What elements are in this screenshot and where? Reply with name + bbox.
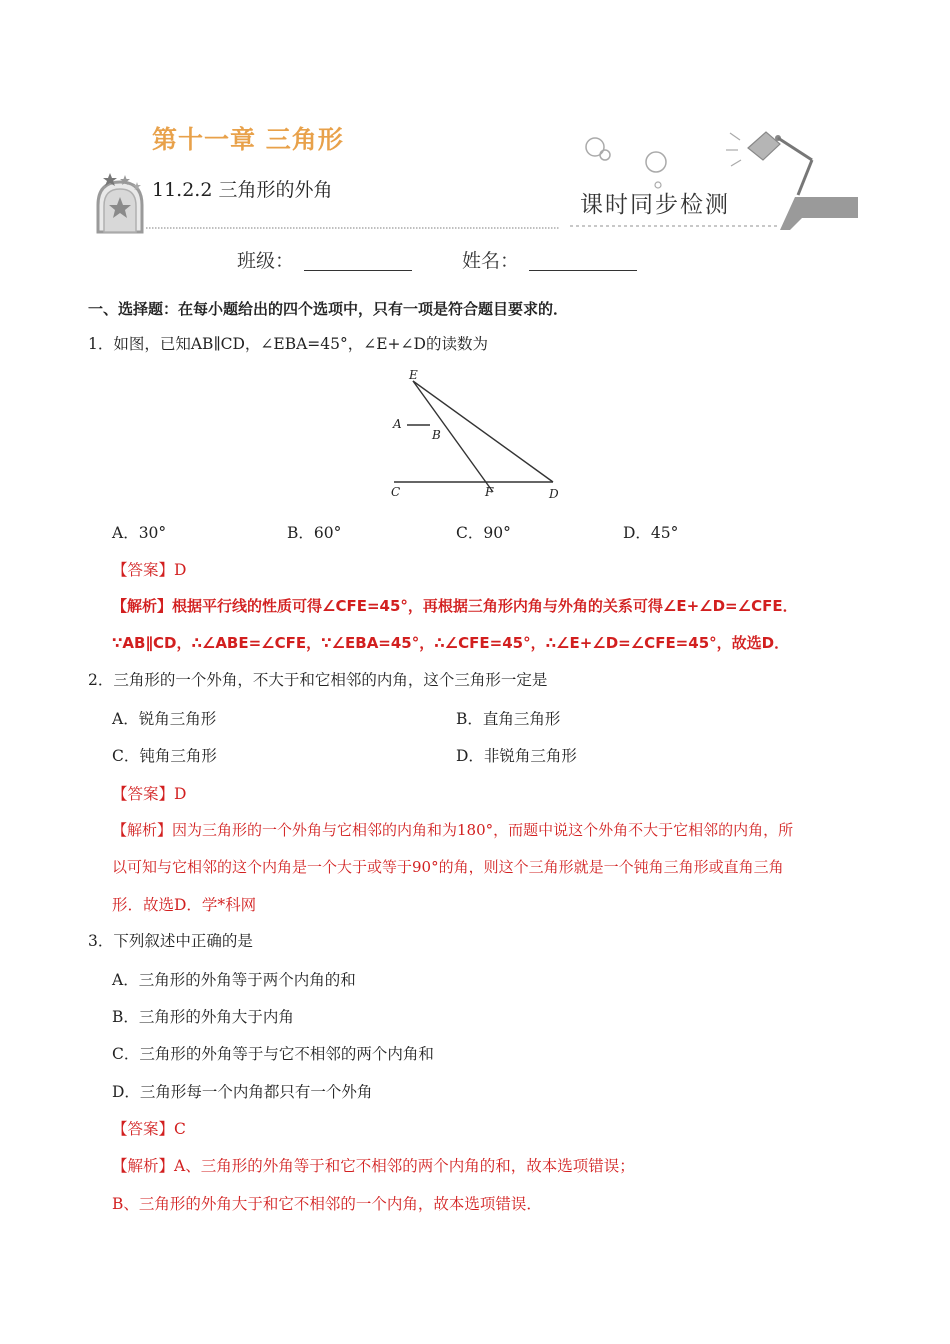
q3-option-c[interactable]: C．三角形的外角等于与它不相邻的两个内角和 xyxy=(112,1045,434,1063)
name-label: 姓名： xyxy=(462,250,520,272)
q1-analysis-line1: 【解析】根据平行线的性质可得∠CFE=45°，再根据三角形内角与外角的关系可得∠E+∠D=∠CFE． xyxy=(112,597,798,615)
q3-analysis-line2: B、三角形的外角大于和它不相邻的一个内角，故本选项错误． xyxy=(112,1195,542,1213)
section-title: 11.2.2 三角形的外角 xyxy=(152,179,333,201)
q2-option-a[interactable]: A．锐角三角形 xyxy=(112,710,217,728)
q1-option-c[interactable]: C．90° xyxy=(456,524,511,542)
chapter-title: 第十一章 三角形 xyxy=(152,125,344,154)
fig-label-c: C xyxy=(391,485,401,499)
fig-label-f: F xyxy=(485,485,494,499)
fig-label-d: D xyxy=(549,487,559,501)
q2-answer: 【答案】D xyxy=(112,785,187,803)
fig-label-a: A xyxy=(393,417,402,431)
q2-option-c[interactable]: C．钝角三角形 xyxy=(112,747,217,765)
class-blank[interactable] xyxy=(304,248,412,271)
fig-label-b: B xyxy=(432,428,441,442)
section-heading: 一、选择题：在每小题给出的四个选项中，只有一项是符合题目要求的． xyxy=(88,300,569,318)
class-name-line xyxy=(237,246,637,273)
q1-option-a[interactable]: A．30° xyxy=(112,524,167,542)
q3-stem: 3．下列叙述中正确的是 xyxy=(88,932,253,950)
q2-option-d[interactable]: D．非锐角三角形 xyxy=(456,747,577,765)
q1-option-b[interactable]: B．60° xyxy=(287,524,342,542)
q2-stem: 2．三角形的一个外角，不大于和它相邻的内角，这个三角形一定是 xyxy=(88,671,548,689)
desk-lamp-icon xyxy=(726,132,812,195)
star-badge-icon xyxy=(98,173,142,232)
q3-analysis-line1: 【解析】A、三角形的外角等于和它不相邻的两个内角的和，故本选项错误； xyxy=(112,1157,635,1175)
q3-option-b[interactable]: B．三角形的外角大于内角 xyxy=(112,1008,294,1026)
q1-figure xyxy=(385,368,575,506)
fig-label-e: E xyxy=(409,368,418,382)
q2-option-b[interactable]: B．直角三角形 xyxy=(456,710,561,728)
q3-option-d[interactable]: D．三角形每一个内角都只有一个外角 xyxy=(112,1083,373,1101)
q3-option-a[interactable]: A．三角形的外角等于两个内角的和 xyxy=(112,971,356,989)
q1-analysis-line2: ∵AB∥CD，∴∠ABE=∠CFE，∵∠EBA=45°，∴∠CFE=45°，∴∠E+∠D=∠CFE=45°，故选D． xyxy=(112,634,790,652)
banner-text: 课时同步检测 xyxy=(580,192,730,218)
q3-answer: 【答案】C xyxy=(112,1120,186,1138)
q1-option-d[interactable]: D．45° xyxy=(623,524,679,542)
q2-analysis-line2: 以可知与它相邻的这个内角是一个大于或等于90°的角，则这个三角形就是一个钝角三角形或直角三角 xyxy=(112,858,784,876)
q1-stem: 1．如图，已知AB∥CD，∠EBA=45°，∠E+∠D的读数为 xyxy=(88,335,488,353)
q2-analysis-line3: 形．故选D．学*科网 xyxy=(112,896,257,914)
q1-answer: 【答案】D xyxy=(112,561,187,579)
class-label: 班级： xyxy=(237,250,295,272)
bubbles-icon xyxy=(586,138,666,188)
name-blank[interactable] xyxy=(529,248,637,271)
q2-analysis-line1: 【解析】因为三角形的一个外角与它相邻的内角和为180°，而题中说这个外角不大于它相邻的内角，所 xyxy=(112,821,794,839)
